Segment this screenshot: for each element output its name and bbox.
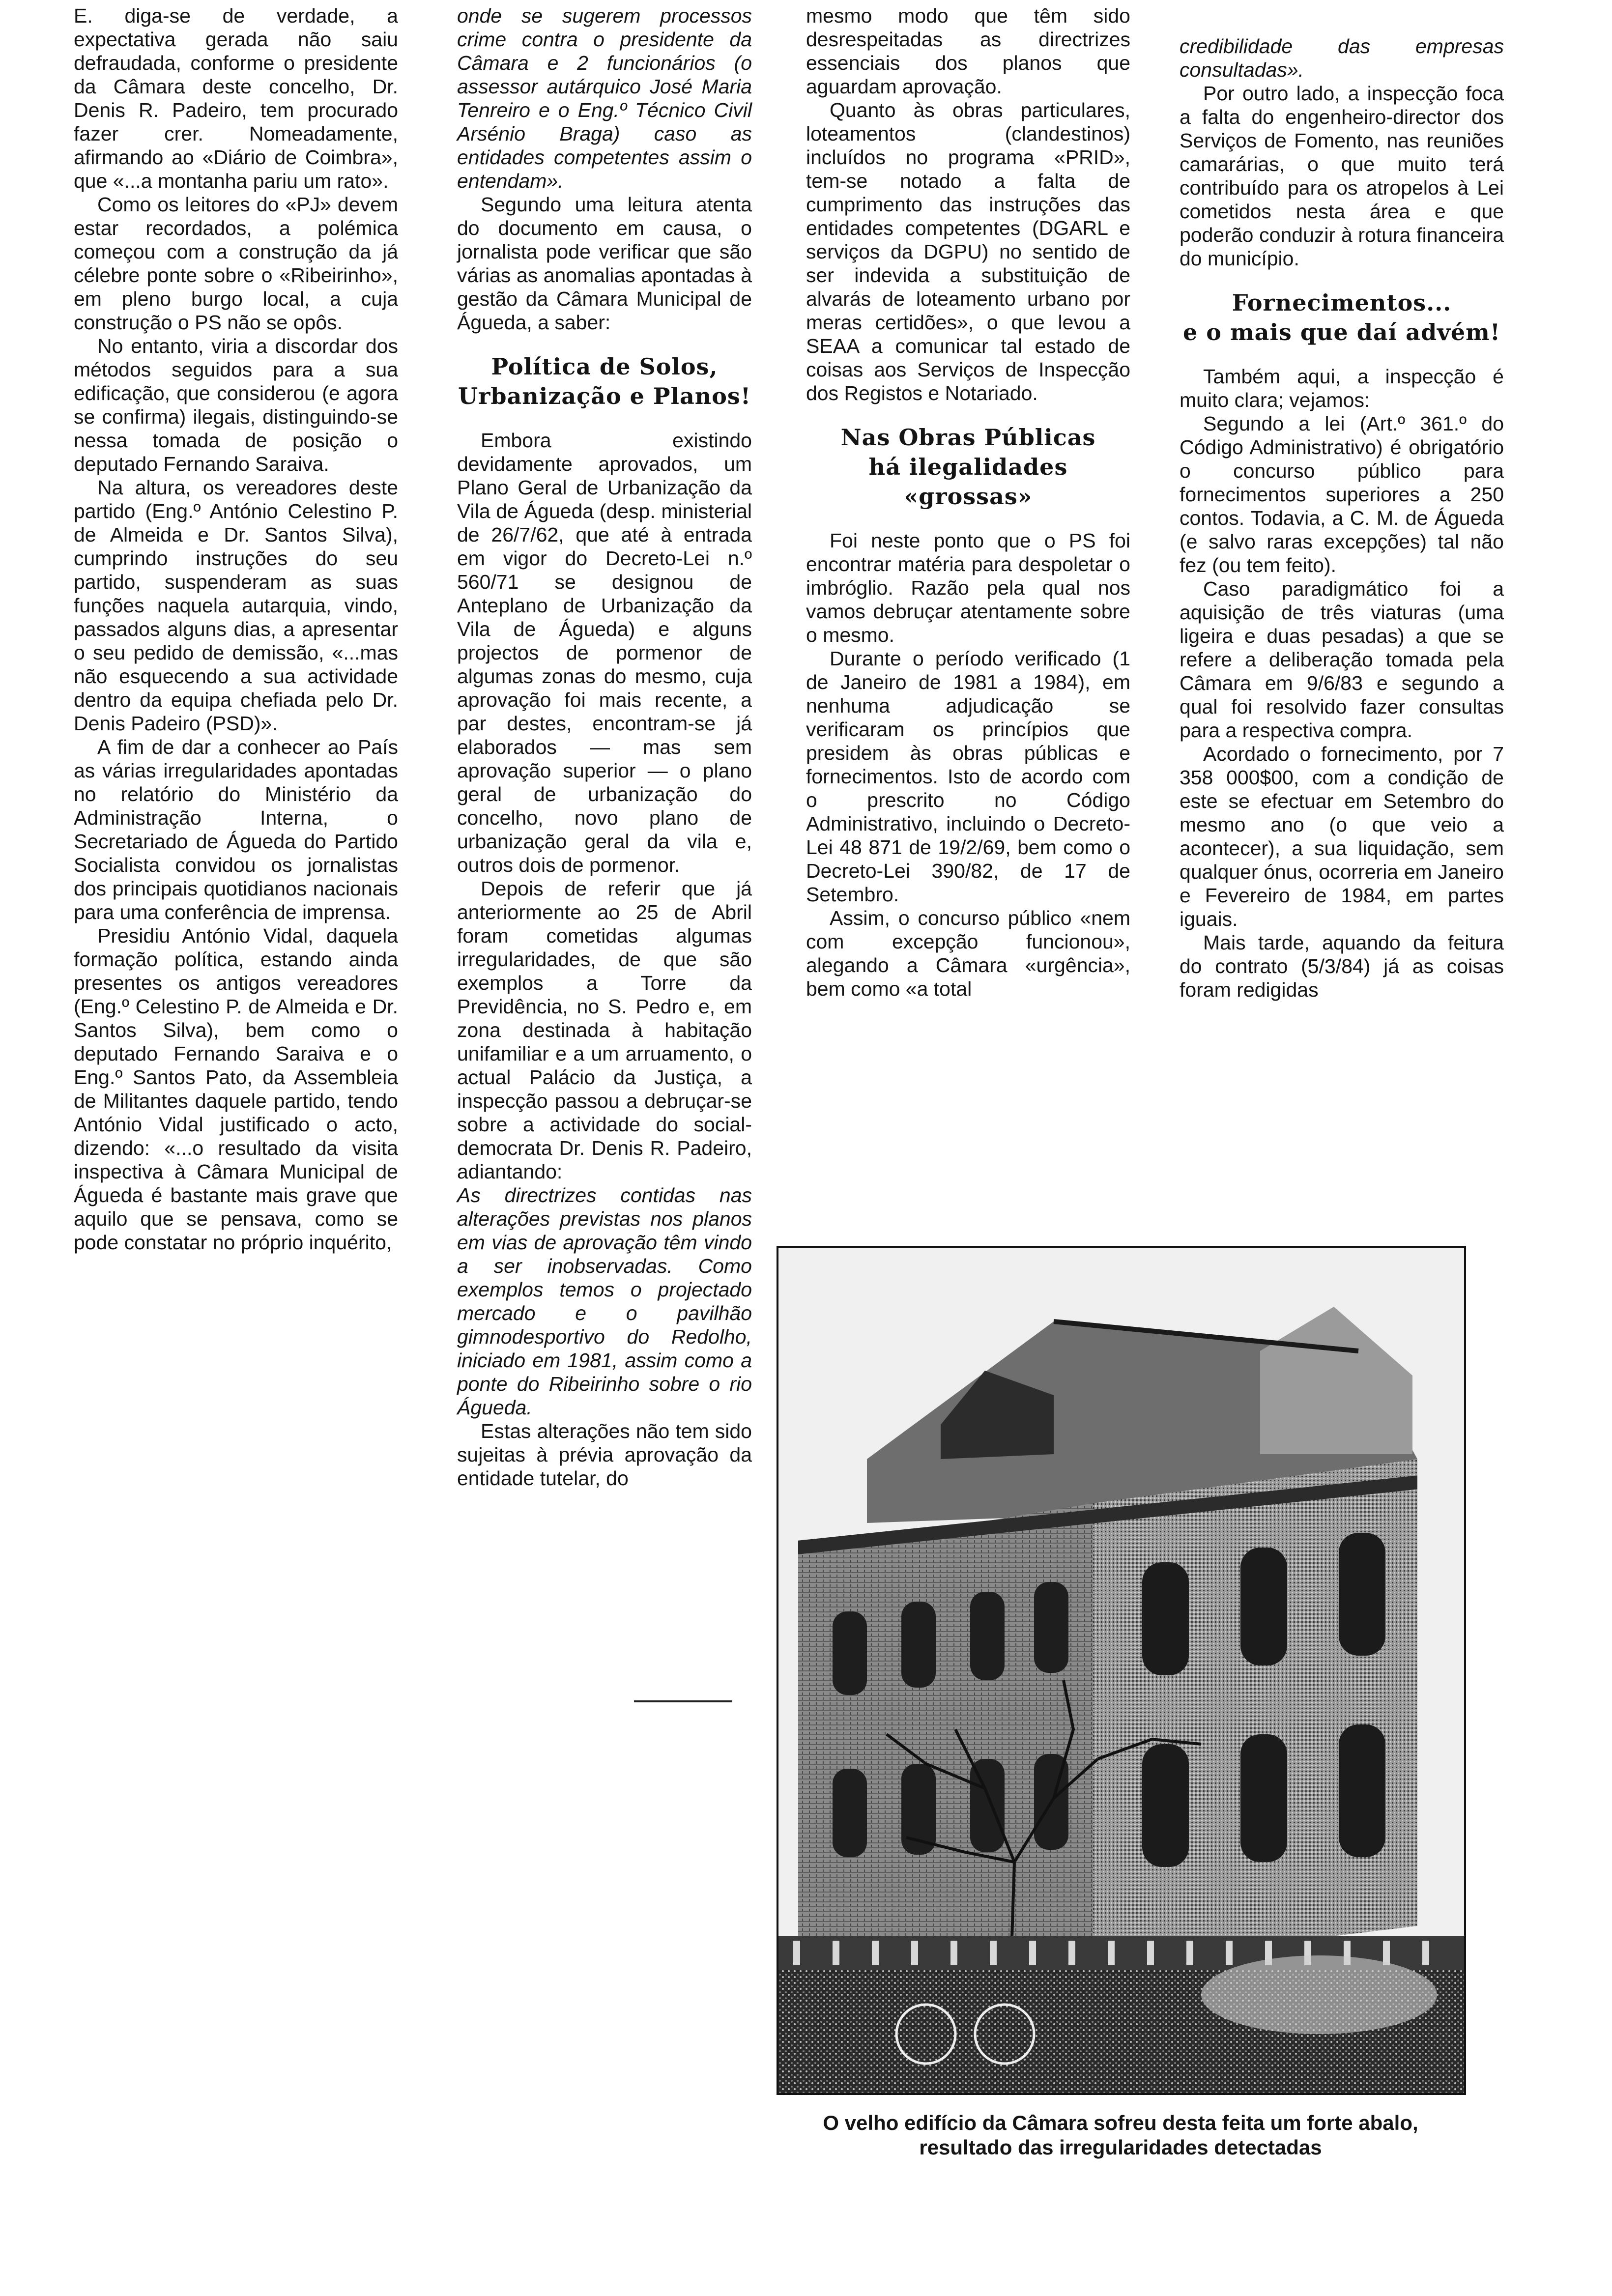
railing-post	[793, 1941, 800, 1965]
railing-post	[990, 1941, 997, 1965]
paragraph: onde se sugerem processos crime contra o presidente da Câmara e 2 funcionários (o assessor autárquico José Maria Tenreiro e o Eng.º Técnico Civil Arsénio Braga) caso as entidades competentes assim o entendam».	[457, 4, 752, 192]
window	[1142, 1562, 1189, 1675]
paragraph: Estas alterações não tem sido sujeitas à prévia aprovação da entidade tutelar, do	[457, 1420, 752, 1490]
shrub	[1201, 1955, 1437, 2034]
town-hall-illustration	[778, 1248, 1464, 2093]
window	[1339, 1533, 1385, 1656]
railing-post	[1108, 1941, 1115, 1965]
article-column-2	[457, 4, 752, 1490]
window	[1240, 1548, 1287, 1665]
railing-post	[1383, 1941, 1390, 1965]
subheading-politica-de-solos	[457, 352, 752, 411]
subheading-line: há ilegalidades «grossas»	[868, 454, 1068, 510]
window	[1240, 1734, 1287, 1862]
paragraph-quote: As directrizes contidas nas alterações previstas nos planos em vias de aprovação têm vindo a ser inobservadas. Como exemplos temos o projectado mercado e o pavilhão gimnodesportivo do Redolho, iniciado em 1981, assim como a ponte do Ribeirinho sobre o rio Águeda.	[457, 1184, 752, 1419]
town-hall-photo	[777, 1246, 1466, 2095]
paragraph: Depois de referir que já anteriormente ao 25 de Abril foram cometidas algumas irregularidades, de que são exemplos a Torre da Previdência, no S. Pedro e, em zona destinada à habitação unifamiliar e a um arruamento, o actual Palácio da Justiça, a inspecção passou a debruçar-se sobre a actividade do social-democrata Dr. Denis R. Padeiro, adiantando:	[457, 877, 752, 1183]
railing-post	[872, 1941, 879, 1965]
paragraph: Na altura, os vereadores deste partido (Eng.º António Celestino P. de Almeida e Dr. Santos Silva), cumprindo instruções do seu partido, suspenderam as suas funções naquela autarquia, vindo, passados alguns dias, a apresentar o seu pedido de demissão, «...mas não esquecendo a sua actividade dentro da equipa chefiada pelo Dr. Denis Padeiro (PSD)».	[74, 476, 398, 735]
window	[970, 1759, 1005, 1852]
railing-post	[1029, 1941, 1036, 1965]
railing-post	[1147, 1941, 1154, 1965]
window	[970, 1592, 1005, 1680]
paragraph: Segundo uma leitura atenta do documento em causa, o jornalista pode verificar que são várias as anomalias apontadas à gestão da Câmara Municipal de Águeda, a saber:	[457, 193, 752, 334]
window	[1339, 1724, 1385, 1857]
paragraph: A fim de dar a conhecer ao País as várias irregularidades apontadas no relatório do Ministério da Administração Interna, o Secretariado de Águeda do Partido Socialista convidou os jornalistas dos principais quotidianos nacionais para uma conferência de imprensa.	[74, 736, 398, 923]
railing-post	[1186, 1941, 1193, 1965]
paragraph: Quanto às obras particulares, loteamentos (clandestinos) incluídos no programa «PRID», tem-se notado a falta de cumprimento das instruções das entidades competentes (DGARL e serviços da DGPU) no sentido de ser indevida a substituição de alvarás de loteamento urbano por meras certidões», o que levou a SEAA a comunicar tal estado de coisas aos Serviços de Inspecção dos Registos e Notariado.	[806, 99, 1130, 404]
article-column-4	[1180, 34, 1504, 1002]
paragraph: Foi neste ponto que o PS foi encontrar matéria para despoletar o imbróglio. Razão pela qual nos vamos debruçar atentamente sobre o mesmo.	[806, 529, 1130, 646]
railing-post	[1226, 1941, 1233, 1965]
railing-post	[1422, 1941, 1429, 1965]
railing-post	[1068, 1941, 1075, 1965]
window	[1142, 1744, 1189, 1867]
railing-post	[833, 1941, 839, 1965]
paragraph: Como os leitores do «PJ» devem estar recordados, a polémica começou com a construção da já célebre ponte sobre o «Ribeirinho», em pleno burgo local, a cuja construção o PS não se opôs.	[74, 193, 398, 334]
railing-post	[950, 1941, 957, 1965]
window	[833, 1611, 867, 1695]
paragraph: Assim, o concurso público «nem com excepção funcionou», alegando a Câmara «urgência», bem como «a total	[806, 907, 1130, 1000]
window	[833, 1769, 867, 1857]
subheading-line: Urbanização e Planos!	[458, 383, 751, 409]
paragraph: E. diga-se de verdade, a expectativa gerada não saiu defraudada, conforme o presidente da Câmara deste concelho, Dr. Denis R. Padeiro, tem procurado fazer crer. Nomeadamente, afirmando ao «Diário de Coimbra», que «...a montanha pariu um rato».	[74, 4, 398, 192]
paragraph: mesmo modo que têm sido desrespeitadas as directrizes essenciais dos planos que aguardam aprovação.	[806, 4, 1130, 98]
subheading-line: e o mais que daí advém!	[1182, 319, 1501, 345]
paragraph: Presidiu António Vidal, daquela formação política, estando ainda presentes os antigos vereadores (Eng.º Celestino P. de Almeida e Dr. Santos Silva), bem como o deputado Fernando Saraiva e o Eng.º Santos Pato, da Assembleia de Militantes daquele partido, tendo António Vidal justificado o acto, dizendo: «...o resultado da visita inspectiva à Câmara Municipal de Águeda é bastante mais grave que aquilo que se pensava, como se pode constatar no próprio inquérito,	[74, 924, 398, 1254]
paragraph: Também aqui, a inspecção é muito clara; vejamos:	[1180, 365, 1504, 411]
window	[1034, 1582, 1068, 1673]
subheading-line: Fornecimentos...	[1232, 289, 1452, 316]
paragraph: Por outro lado, a inspecção foca a falta do engenheiro-director dos Serviços de Fomento, nas reuniões camarárias, o que muito terá contribuído para os atropelos à Lei cometidos nesta área e que poderão conduzir à rotura financeira do município.	[1180, 82, 1504, 270]
subheading-line: Política de Solos,	[491, 353, 718, 380]
paragraph: No entanto, viria a discordar dos métodos seguidos para a sua edificação, que considerou (e agora se confirma) ilegais, distinguindo-se nessa tomada de posição o deputado Fernando Saraiva.	[74, 335, 398, 475]
subheading-line: Nas Obras Públicas	[840, 424, 1096, 451]
column-end-rule	[634, 1700, 732, 1702]
article-column-3	[806, 4, 1130, 1001]
subheading-fornecimentos	[1180, 288, 1504, 347]
article-column-1	[74, 4, 398, 1254]
paragraph: Caso paradigmático foi a aquisição de três viaturas (uma ligeira e duas pesadas) a que se refere a deliberação tomada pela Câmara em 9/6/83 e segundo a qual foi resolvido fazer consultas para a respectiva compra.	[1180, 577, 1504, 742]
photo-caption: O velho edifício da Câmara sofreu desta feita um forte abalo, resultado das irregularidades detectadas	[823, 2111, 1418, 2159]
window	[901, 1602, 936, 1688]
side-wall	[798, 1503, 1093, 1965]
paragraph: Durante o período verificado (1 de Janeiro de 1981 a 1984), em nenhuma adjudicação se verificaram os princípios que presidem às obras públicas e fornecimentos. Isto de acordo com o prescrito no Código Administrativo, incluindo o Decreto-Lei 48 871 de 19/2/69, bem como o Decreto-Lei 390/82, de 17 de Setembro.	[806, 647, 1130, 906]
paragraph: Acordado o fornecimento, por 7 358 000$00, com a condição de este se efectuar em Setembro do mesmo ano (o que veio a acontecer), a sua liquidação, sem qualquer ónus, ocorreria em Janeiro e Fevereiro de 1984, em partes iguais.	[1180, 743, 1504, 930]
subheading-obras-publicas	[806, 423, 1130, 511]
paragraph: Mais tarde, aquando da feitura do contrato (5/3/84) já as coisas foram redigidas	[1180, 931, 1504, 1001]
paragraph: Embora existindo devidamente aprovados, um Plano Geral de Urbanização da Vila de Águeda (desp. ministerial de 26/7/62, que até à entrada em vigor do Decreto-Lei n.º 560/71 se designou de Anteplano de Urbanização da Vila de Águeda) e alguns projectos de pormenor de algumas zonas do mesmo, cuja aprovação foi mais recente, a par destes, encontram-se já elaborados — mas sem aprovação superior — o plano geral de urbanização do concelho, novo plano de urbanização geral da vila e, outros dois de pormenor.	[457, 429, 752, 876]
paragraph: Segundo a lei (Art.º 361.º do Código Administrativo) é obrigatório o concurso público para fornecimentos superiores a 250 contos. Todavia, a C. M. de Águeda (e salvo raras excepções) tal não fez (ou tem feito).	[1180, 412, 1504, 576]
railing-post	[911, 1941, 918, 1965]
paragraph: credibilidade das empresas consultadas».	[1180, 35, 1504, 81]
